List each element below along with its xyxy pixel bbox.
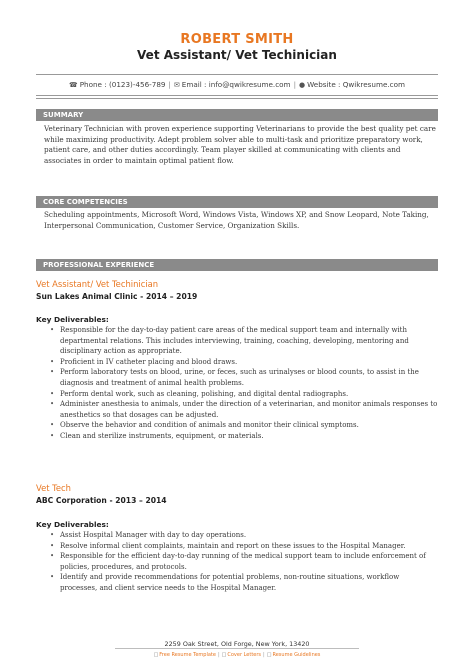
contact-divider-lower: [36, 98, 438, 99]
contact-line: [0, 80, 474, 89]
resume-guidelines-link[interactable]: Resume Guidelines: [272, 652, 321, 658]
document-icon: □: [266, 652, 272, 658]
list-item: • Resolve informal client complaints, maintain and report on these issues to the Hospital Manager.: [60, 541, 438, 552]
summary-text: Veterinary Technician with proven experience supporting Veterinarians to provide the best quality pet care while maximizing productivity. Adept problem solver able to multi-task and prioritize preparatory work, patient care, and other duties accordingly. Team player skilled at communicating with clients and associates in order to maintain optimal patient flow.: [44, 124, 436, 165]
phone-icon: ☎: [68, 81, 78, 89]
job-role: Vet Assistant/ Vet Techinician: [36, 279, 159, 289]
competencies-heading: CORE COMPETENCIES: [36, 196, 438, 208]
key-deliverables-label: Key Deliverables:: [36, 520, 109, 529]
job-role: Vet Tech: [36, 483, 71, 493]
candidate-title: Vet Assistant/ Vet Techinician: [137, 48, 337, 62]
contact-separator: |: [168, 80, 171, 89]
list-item: • Observe the behavior and condition of animals and monitor their clinical symptoms.: [60, 420, 438, 431]
footer-separator: |: [217, 652, 220, 658]
competencies-text: Scheduling appointments, Microsoft Word, Windows Vista, Windows XP, and Snow Leopard, Note Taking, Interpersonal Communication, Customer Service, Organization Skills.: [44, 210, 429, 230]
contact-website[interactable]: Website : Qwikresume.com: [307, 80, 406, 89]
list-item: • Assist Hospital Manager with day to day operations.: [60, 530, 438, 541]
list-item: • Identify and provide recommendations for potential problems, non-routine situations, workflow processes, and client service needs to the Hospital Manager.: [60, 572, 438, 593]
contact-separator: |: [293, 80, 296, 89]
cover-letters-link[interactable]: Cover Letters: [227, 652, 262, 658]
contact-phone: Phone : (0123)-456-789: [79, 80, 166, 89]
footer-links: [0, 652, 474, 658]
website-icon: ●: [298, 81, 306, 89]
header-divider: [36, 74, 438, 75]
email-icon: ✉: [173, 81, 180, 89]
summary-heading: SUMMARY: [36, 109, 438, 121]
job-company: ABC Corporation - 2013 – 2014: [36, 496, 167, 505]
list-item: • Proficient in IV catheter placing and blood draws.: [60, 357, 438, 368]
footer-divider: [115, 648, 359, 649]
job-bullets: [46, 325, 438, 442]
free-resume-template-link[interactable]: Free Resume Template: [159, 652, 216, 658]
job-bullets: [46, 530, 438, 594]
list-item: • Administer anesthesia to animals, under the direction of a veterinarian, and monitor animals responses to anesthetics so that dosages can be adjusted.: [60, 399, 438, 420]
experience-heading: PROFESSIONAL EXPERIENCE: [36, 259, 438, 271]
contact-email[interactable]: Email : info@qwikresume.com: [181, 80, 291, 89]
candidate-name: ROBERT SMITH: [180, 32, 294, 47]
footer-separator: |: [263, 652, 265, 658]
key-deliverables-label: Key Deliverables:: [36, 315, 109, 324]
contact-divider: [36, 95, 438, 96]
list-item: • Responsible for the efficient day-to-day running of the medical support team to include enforcement of policies, procedures, and protocols.: [60, 551, 438, 572]
list-item: • Responsible for the day-to-day patient care areas of the medical support team and internally with departmental relations. This includes interviewing, training, coaching, developing, mentoring and disciplinary action as appropriate.: [60, 325, 438, 357]
document-icon: □: [221, 652, 227, 658]
list-item: • Perform dental work, such as cleaning, polishing, and digital dental radiographs.: [60, 389, 438, 400]
job-company: Sun Lakes Animal Clinic - 2014 – 2019: [36, 292, 198, 301]
list-item: • Perform laboratory tests on blood, urine, or feces, such as urinalyses or blood counts, to assist in the diagnosis and treatment of animal health problems.: [60, 367, 438, 388]
document-icon: □: [153, 652, 159, 658]
footer-address: 2259 Oak Street, Old Forge, New York, 13420: [164, 640, 310, 648]
list-item: • Clean and sterilize instruments, equipment, or materials.: [60, 431, 438, 442]
